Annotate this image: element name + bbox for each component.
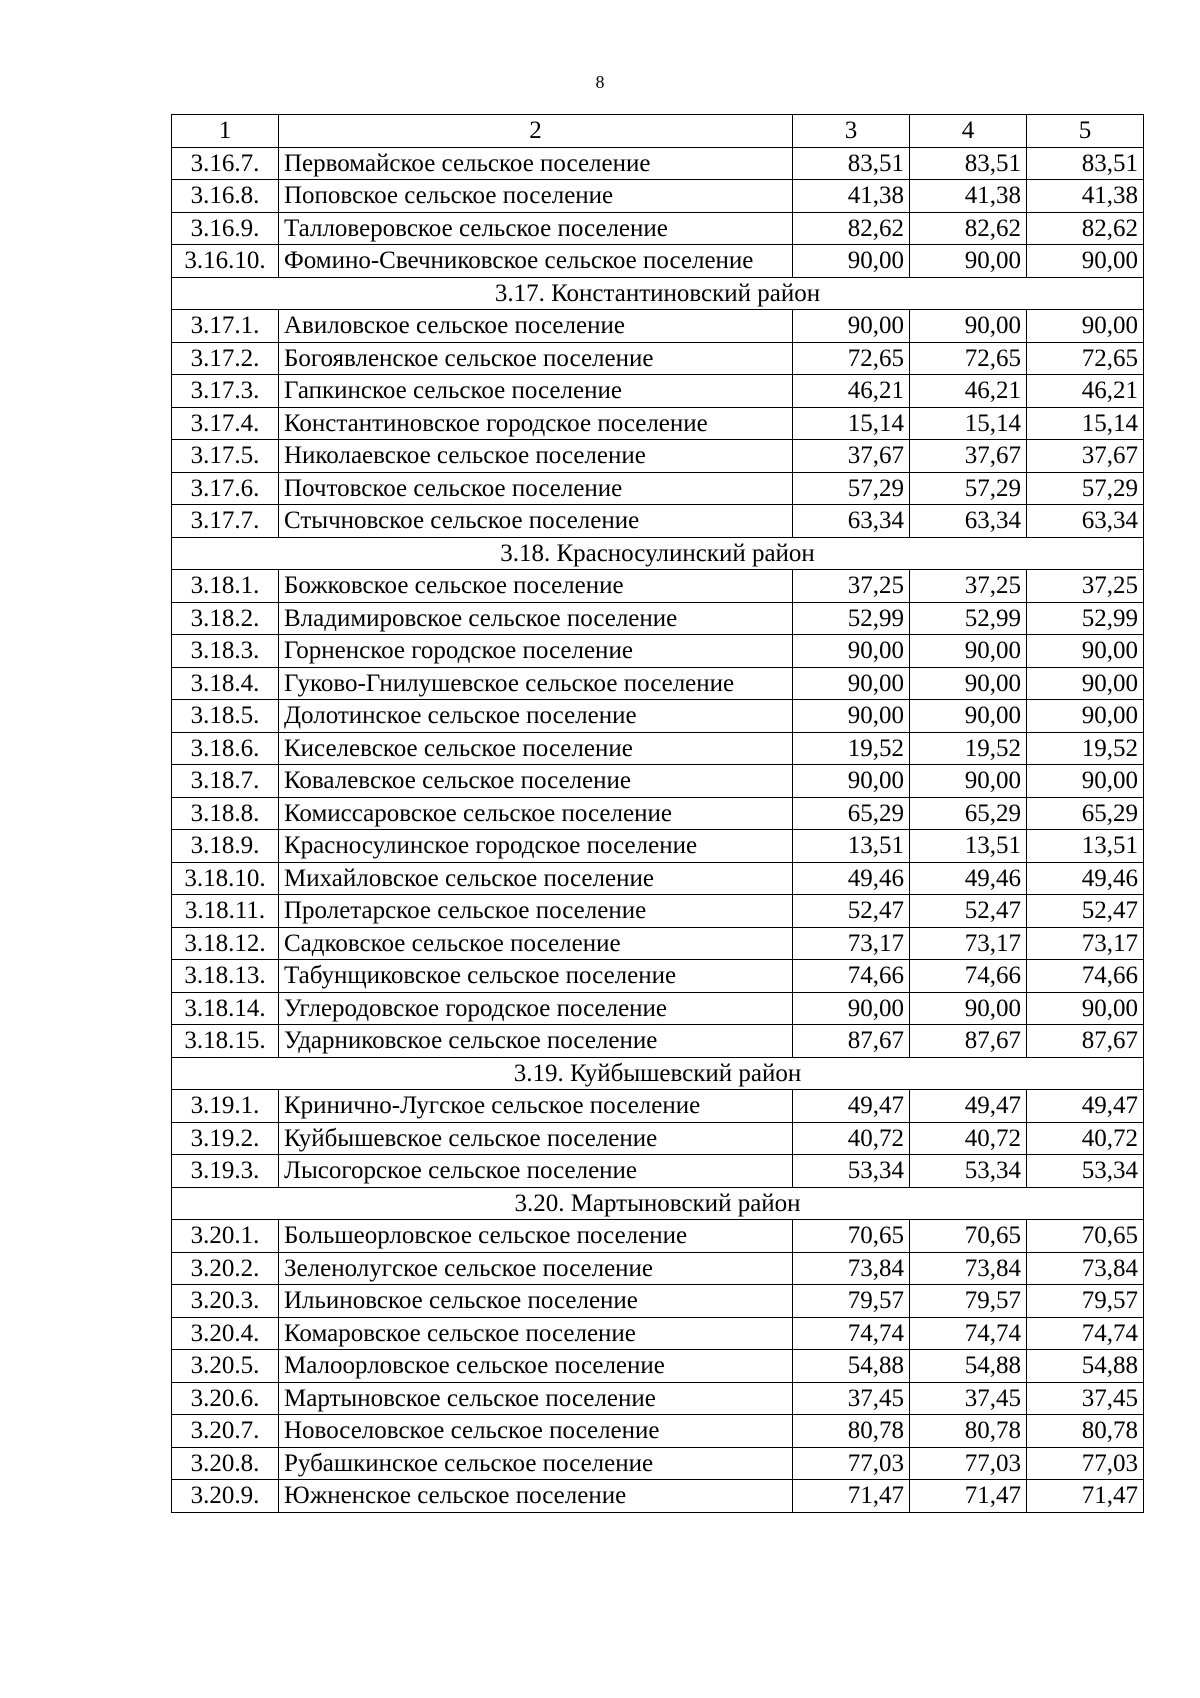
- value-col-5: 80,78: [1027, 1415, 1144, 1448]
- table-row: [172, 1220, 1144, 1253]
- row-number: 3.18.1.: [172, 570, 279, 603]
- value-col-4: 37,45: [910, 1382, 1027, 1415]
- value-col-4: 65,29: [910, 797, 1027, 830]
- row-number: 3.18.12.: [172, 927, 279, 960]
- value-col-4: 80,78: [910, 1415, 1027, 1448]
- value-col-4: 54,88: [910, 1350, 1027, 1383]
- value-col-3: 71,47: [793, 1480, 910, 1513]
- page-number: 8: [595, 72, 605, 92]
- settlement-name: Кринично-Лугское сельское поселение: [279, 1090, 793, 1123]
- settlement-name: Лысогорское сельское поселение: [279, 1155, 793, 1188]
- row-number: 3.19.2.: [172, 1122, 279, 1155]
- value-col-5: 90,00: [1027, 635, 1144, 668]
- value-col-5: 46,21: [1027, 375, 1144, 408]
- value-col-3: 37,25: [793, 570, 910, 603]
- section-title: 3.20. Мартыновский район: [172, 1187, 1144, 1220]
- value-col-4: 46,21: [910, 375, 1027, 408]
- value-col-3: 41,38: [793, 180, 910, 213]
- row-number: 3.18.6.: [172, 732, 279, 765]
- value-col-3: 90,00: [793, 667, 910, 700]
- value-col-3: 70,65: [793, 1220, 910, 1253]
- settlement-name: Южненское сельское поселение: [279, 1480, 793, 1513]
- value-col-4: 87,67: [910, 1025, 1027, 1058]
- row-number: 3.20.4.: [172, 1317, 279, 1350]
- table-row: [172, 1382, 1144, 1415]
- value-col-5: 72,65: [1027, 342, 1144, 375]
- value-col-5: 57,29: [1027, 472, 1144, 505]
- table-row: [172, 1090, 1144, 1123]
- value-col-5: 90,00: [1027, 765, 1144, 798]
- value-col-5: 41,38: [1027, 180, 1144, 213]
- settlement-name: Николаевское сельское поселение: [279, 440, 793, 473]
- value-col-3: 40,72: [793, 1122, 910, 1155]
- value-col-3: 73,84: [793, 1252, 910, 1285]
- value-col-3: 82,62: [793, 212, 910, 245]
- value-col-4: 90,00: [910, 310, 1027, 343]
- table-header-row: [172, 115, 1144, 148]
- value-col-5: 77,03: [1027, 1447, 1144, 1480]
- settlement-name: Зеленолугское сельское поселение: [279, 1252, 793, 1285]
- row-number: 3.17.7.: [172, 505, 279, 538]
- value-col-5: 54,88: [1027, 1350, 1144, 1383]
- table-row: [172, 1025, 1144, 1058]
- value-col-5: 73,84: [1027, 1252, 1144, 1285]
- value-col-4: 90,00: [910, 245, 1027, 278]
- section-title: 3.17. Константиновский район: [172, 277, 1144, 310]
- settlement-name: Божковское сельское поселение: [279, 570, 793, 603]
- value-col-5: 71,47: [1027, 1480, 1144, 1513]
- value-col-5: 90,00: [1027, 667, 1144, 700]
- row-number: 3.19.1.: [172, 1090, 279, 1123]
- table-row: [172, 440, 1144, 473]
- value-col-5: 82,62: [1027, 212, 1144, 245]
- value-col-4: 72,65: [910, 342, 1027, 375]
- value-col-3: 49,46: [793, 862, 910, 895]
- value-col-5: 37,67: [1027, 440, 1144, 473]
- settlement-name: Комиссаровское сельское поселение: [279, 797, 793, 830]
- value-col-5: 90,00: [1027, 992, 1144, 1025]
- settlement-name: Горненское городское поселение: [279, 635, 793, 668]
- value-col-5: 70,65: [1027, 1220, 1144, 1253]
- row-number: 3.20.1.: [172, 1220, 279, 1253]
- settlement-name: Пролетарское сельское поселение: [279, 895, 793, 928]
- settlement-name: Новоселовское сельское поселение: [279, 1415, 793, 1448]
- row-number: 3.18.3.: [172, 635, 279, 668]
- row-number: 3.18.13.: [172, 960, 279, 993]
- value-col-3: 90,00: [793, 765, 910, 798]
- value-col-5: 90,00: [1027, 700, 1144, 733]
- table-row: [172, 1415, 1144, 1448]
- settlement-name: Талловеровское сельское поселение: [279, 212, 793, 245]
- table-row: [172, 1447, 1144, 1480]
- value-col-5: 83,51: [1027, 147, 1144, 180]
- row-number: 3.17.1.: [172, 310, 279, 343]
- value-col-4: 70,65: [910, 1220, 1027, 1253]
- table-row: [172, 765, 1144, 798]
- row-number: 3.18.8.: [172, 797, 279, 830]
- value-col-3: 72,65: [793, 342, 910, 375]
- value-col-5: 37,25: [1027, 570, 1144, 603]
- value-col-4: 40,72: [910, 1122, 1027, 1155]
- section-row: [172, 1187, 1144, 1220]
- settlement-name: Гапкинское сельское поселение: [279, 375, 793, 408]
- table-row: [172, 1285, 1144, 1318]
- data-table: [171, 114, 1144, 1513]
- table-row: [172, 895, 1144, 928]
- row-number: 3.20.3.: [172, 1285, 279, 1318]
- column-header: 4: [910, 115, 1027, 148]
- value-col-3: 73,17: [793, 927, 910, 960]
- table-row: [172, 310, 1144, 343]
- column-header: 5: [1027, 115, 1144, 148]
- table-row: [172, 797, 1144, 830]
- value-col-5: 90,00: [1027, 310, 1144, 343]
- value-col-5: 40,72: [1027, 1122, 1144, 1155]
- value-col-4: 79,57: [910, 1285, 1027, 1318]
- table-row: [172, 505, 1144, 538]
- value-col-5: 52,47: [1027, 895, 1144, 928]
- value-col-5: 87,67: [1027, 1025, 1144, 1058]
- value-col-5: 65,29: [1027, 797, 1144, 830]
- value-col-3: 37,67: [793, 440, 910, 473]
- table-row: [172, 1317, 1144, 1350]
- value-col-4: 49,47: [910, 1090, 1027, 1123]
- settlement-name: Киселевское сельское поселение: [279, 732, 793, 765]
- value-col-4: 37,25: [910, 570, 1027, 603]
- row-number: 3.17.4.: [172, 407, 279, 440]
- value-col-4: 90,00: [910, 667, 1027, 700]
- value-col-4: 90,00: [910, 635, 1027, 668]
- row-number: 3.20.2.: [172, 1252, 279, 1285]
- table-row: [172, 375, 1144, 408]
- value-col-4: 71,47: [910, 1480, 1027, 1513]
- value-col-5: 49,46: [1027, 862, 1144, 895]
- value-col-4: 74,66: [910, 960, 1027, 993]
- value-col-5: 52,99: [1027, 602, 1144, 635]
- value-col-3: 49,47: [793, 1090, 910, 1123]
- table-row: [172, 732, 1144, 765]
- row-number: 3.17.3.: [172, 375, 279, 408]
- value-col-4: 83,51: [910, 147, 1027, 180]
- settlement-name: Садковское сельское поселение: [279, 927, 793, 960]
- value-col-3: 87,67: [793, 1025, 910, 1058]
- table-row: [172, 667, 1144, 700]
- table-row: [172, 147, 1144, 180]
- settlement-name: Богоявленское сельское поселение: [279, 342, 793, 375]
- column-header: 3: [793, 115, 910, 148]
- settlement-name: Гуково-Гнилушевское сельское поселение: [279, 667, 793, 700]
- value-col-4: 63,34: [910, 505, 1027, 538]
- value-col-3: 13,51: [793, 830, 910, 863]
- table-row: [172, 1480, 1144, 1513]
- row-number: 3.18.11.: [172, 895, 279, 928]
- value-col-5: 13,51: [1027, 830, 1144, 863]
- settlement-name: Красносулинское городское поселение: [279, 830, 793, 863]
- value-col-3: 37,45: [793, 1382, 910, 1415]
- table-row: [172, 1350, 1144, 1383]
- value-col-5: 73,17: [1027, 927, 1144, 960]
- table-row: [172, 342, 1144, 375]
- row-number: 3.18.7.: [172, 765, 279, 798]
- row-number: 3.18.2.: [172, 602, 279, 635]
- row-number: 3.17.6.: [172, 472, 279, 505]
- settlement-name: Куйбышевское сельское поселение: [279, 1122, 793, 1155]
- value-col-4: 13,51: [910, 830, 1027, 863]
- value-col-5: 37,45: [1027, 1382, 1144, 1415]
- row-number: 3.18.10.: [172, 862, 279, 895]
- value-col-4: 41,38: [910, 180, 1027, 213]
- value-col-3: 15,14: [793, 407, 910, 440]
- value-col-5: 15,14: [1027, 407, 1144, 440]
- value-col-4: 74,74: [910, 1317, 1027, 1350]
- table-row: [172, 1122, 1144, 1155]
- table-row: [172, 570, 1144, 603]
- row-number: 3.20.7.: [172, 1415, 279, 1448]
- row-number: 3.18.4.: [172, 667, 279, 700]
- settlement-name: Большеорловское сельское поселение: [279, 1220, 793, 1253]
- settlement-name: Долотинское сельское поселение: [279, 700, 793, 733]
- value-col-3: 57,29: [793, 472, 910, 505]
- value-col-4: 15,14: [910, 407, 1027, 440]
- settlement-name: Константиновское городское поселение: [279, 407, 793, 440]
- value-col-5: 49,47: [1027, 1090, 1144, 1123]
- table-row: [172, 602, 1144, 635]
- settlement-name: Углеродовское городское поселение: [279, 992, 793, 1025]
- section-row: [172, 1057, 1144, 1090]
- table-row: [172, 960, 1144, 993]
- value-col-3: 74,66: [793, 960, 910, 993]
- settlement-name: Фомино-Свечниковское сельское поселение: [279, 245, 793, 278]
- value-col-3: 74,74: [793, 1317, 910, 1350]
- row-number: 3.16.9.: [172, 212, 279, 245]
- table-row: [172, 862, 1144, 895]
- value-col-4: 49,46: [910, 862, 1027, 895]
- settlement-name: Почтовское сельское поселение: [279, 472, 793, 505]
- table-row: [172, 1252, 1144, 1285]
- value-col-4: 77,03: [910, 1447, 1027, 1480]
- section-row: [172, 537, 1144, 570]
- value-col-3: 63,34: [793, 505, 910, 538]
- value-col-4: 52,99: [910, 602, 1027, 635]
- value-col-3: 77,03: [793, 1447, 910, 1480]
- row-number: 3.16.8.: [172, 180, 279, 213]
- value-col-3: 19,52: [793, 732, 910, 765]
- settlement-name: Поповское сельское поселение: [279, 180, 793, 213]
- section-row: [172, 277, 1144, 310]
- value-col-3: 54,88: [793, 1350, 910, 1383]
- value-col-3: 83,51: [793, 147, 910, 180]
- settlement-name: Авиловское сельское поселение: [279, 310, 793, 343]
- value-col-5: 74,74: [1027, 1317, 1144, 1350]
- row-number: 3.20.6.: [172, 1382, 279, 1415]
- settlement-name: Ковалевское сельское поселение: [279, 765, 793, 798]
- value-col-4: 37,67: [910, 440, 1027, 473]
- table-row: [172, 180, 1144, 213]
- table-row: [172, 472, 1144, 505]
- settlement-name: Владимировское сельское поселение: [279, 602, 793, 635]
- value-col-3: 79,57: [793, 1285, 910, 1318]
- settlement-name: Ударниковское сельское поселение: [279, 1025, 793, 1058]
- section-title: 3.19. Куйбышевский район: [172, 1057, 1144, 1090]
- value-col-3: 46,21: [793, 375, 910, 408]
- settlement-name: Стычновское сельское поселение: [279, 505, 793, 538]
- value-col-4: 53,34: [910, 1155, 1027, 1188]
- settlement-name: Рубашкинское сельское поселение: [279, 1447, 793, 1480]
- value-col-3: 90,00: [793, 992, 910, 1025]
- value-col-4: 19,52: [910, 732, 1027, 765]
- table-row: [172, 927, 1144, 960]
- value-col-3: 52,99: [793, 602, 910, 635]
- value-col-3: 52,47: [793, 895, 910, 928]
- table-row: [172, 830, 1144, 863]
- table-row: [172, 1155, 1144, 1188]
- row-number: 3.17.2.: [172, 342, 279, 375]
- settlement-name: Ильиновское сельское поселение: [279, 1285, 793, 1318]
- settlement-name: Михайловское сельское поселение: [279, 862, 793, 895]
- row-number: 3.18.9.: [172, 830, 279, 863]
- row-number: 3.20.5.: [172, 1350, 279, 1383]
- value-col-4: 73,84: [910, 1252, 1027, 1285]
- table-row: [172, 635, 1144, 668]
- table-row: [172, 245, 1144, 278]
- value-col-3: 90,00: [793, 635, 910, 668]
- table-row: [172, 212, 1144, 245]
- table-row: [172, 700, 1144, 733]
- column-header: 1: [172, 115, 279, 148]
- row-number: 3.18.14.: [172, 992, 279, 1025]
- value-col-4: 90,00: [910, 992, 1027, 1025]
- value-col-3: 65,29: [793, 797, 910, 830]
- row-number: 3.19.3.: [172, 1155, 279, 1188]
- value-col-5: 90,00: [1027, 245, 1144, 278]
- settlement-name: Малоорловское сельское поселение: [279, 1350, 793, 1383]
- table-body: [172, 115, 1144, 1513]
- row-number: 3.16.7.: [172, 147, 279, 180]
- row-number: 3.18.15.: [172, 1025, 279, 1058]
- column-header: 2: [279, 115, 793, 148]
- value-col-5: 79,57: [1027, 1285, 1144, 1318]
- settlement-name: Комаровское сельское поселение: [279, 1317, 793, 1350]
- row-number: 3.16.10.: [172, 245, 279, 278]
- row-number: 3.20.9.: [172, 1480, 279, 1513]
- row-number: 3.17.5.: [172, 440, 279, 473]
- settlement-name: Первомайское сельское поселение: [279, 147, 793, 180]
- value-col-4: 73,17: [910, 927, 1027, 960]
- section-title: 3.18. Красносулинский район: [172, 537, 1144, 570]
- row-number: 3.18.5.: [172, 700, 279, 733]
- value-col-3: 80,78: [793, 1415, 910, 1448]
- value-col-4: 90,00: [910, 765, 1027, 798]
- value-col-3: 90,00: [793, 700, 910, 733]
- table-row: [172, 407, 1144, 440]
- value-col-5: 74,66: [1027, 960, 1144, 993]
- settlement-name: Мартыновское сельское поселение: [279, 1382, 793, 1415]
- value-col-4: 57,29: [910, 472, 1027, 505]
- value-col-3: 90,00: [793, 310, 910, 343]
- value-col-4: 90,00: [910, 700, 1027, 733]
- value-col-5: 63,34: [1027, 505, 1144, 538]
- value-col-4: 52,47: [910, 895, 1027, 928]
- row-number: 3.20.8.: [172, 1447, 279, 1480]
- table-row: [172, 992, 1144, 1025]
- value-col-5: 53,34: [1027, 1155, 1144, 1188]
- settlement-name: Табунщиковское сельское поселение: [279, 960, 793, 993]
- value-col-5: 19,52: [1027, 732, 1144, 765]
- value-col-3: 90,00: [793, 245, 910, 278]
- value-col-3: 53,34: [793, 1155, 910, 1188]
- value-col-4: 82,62: [910, 212, 1027, 245]
